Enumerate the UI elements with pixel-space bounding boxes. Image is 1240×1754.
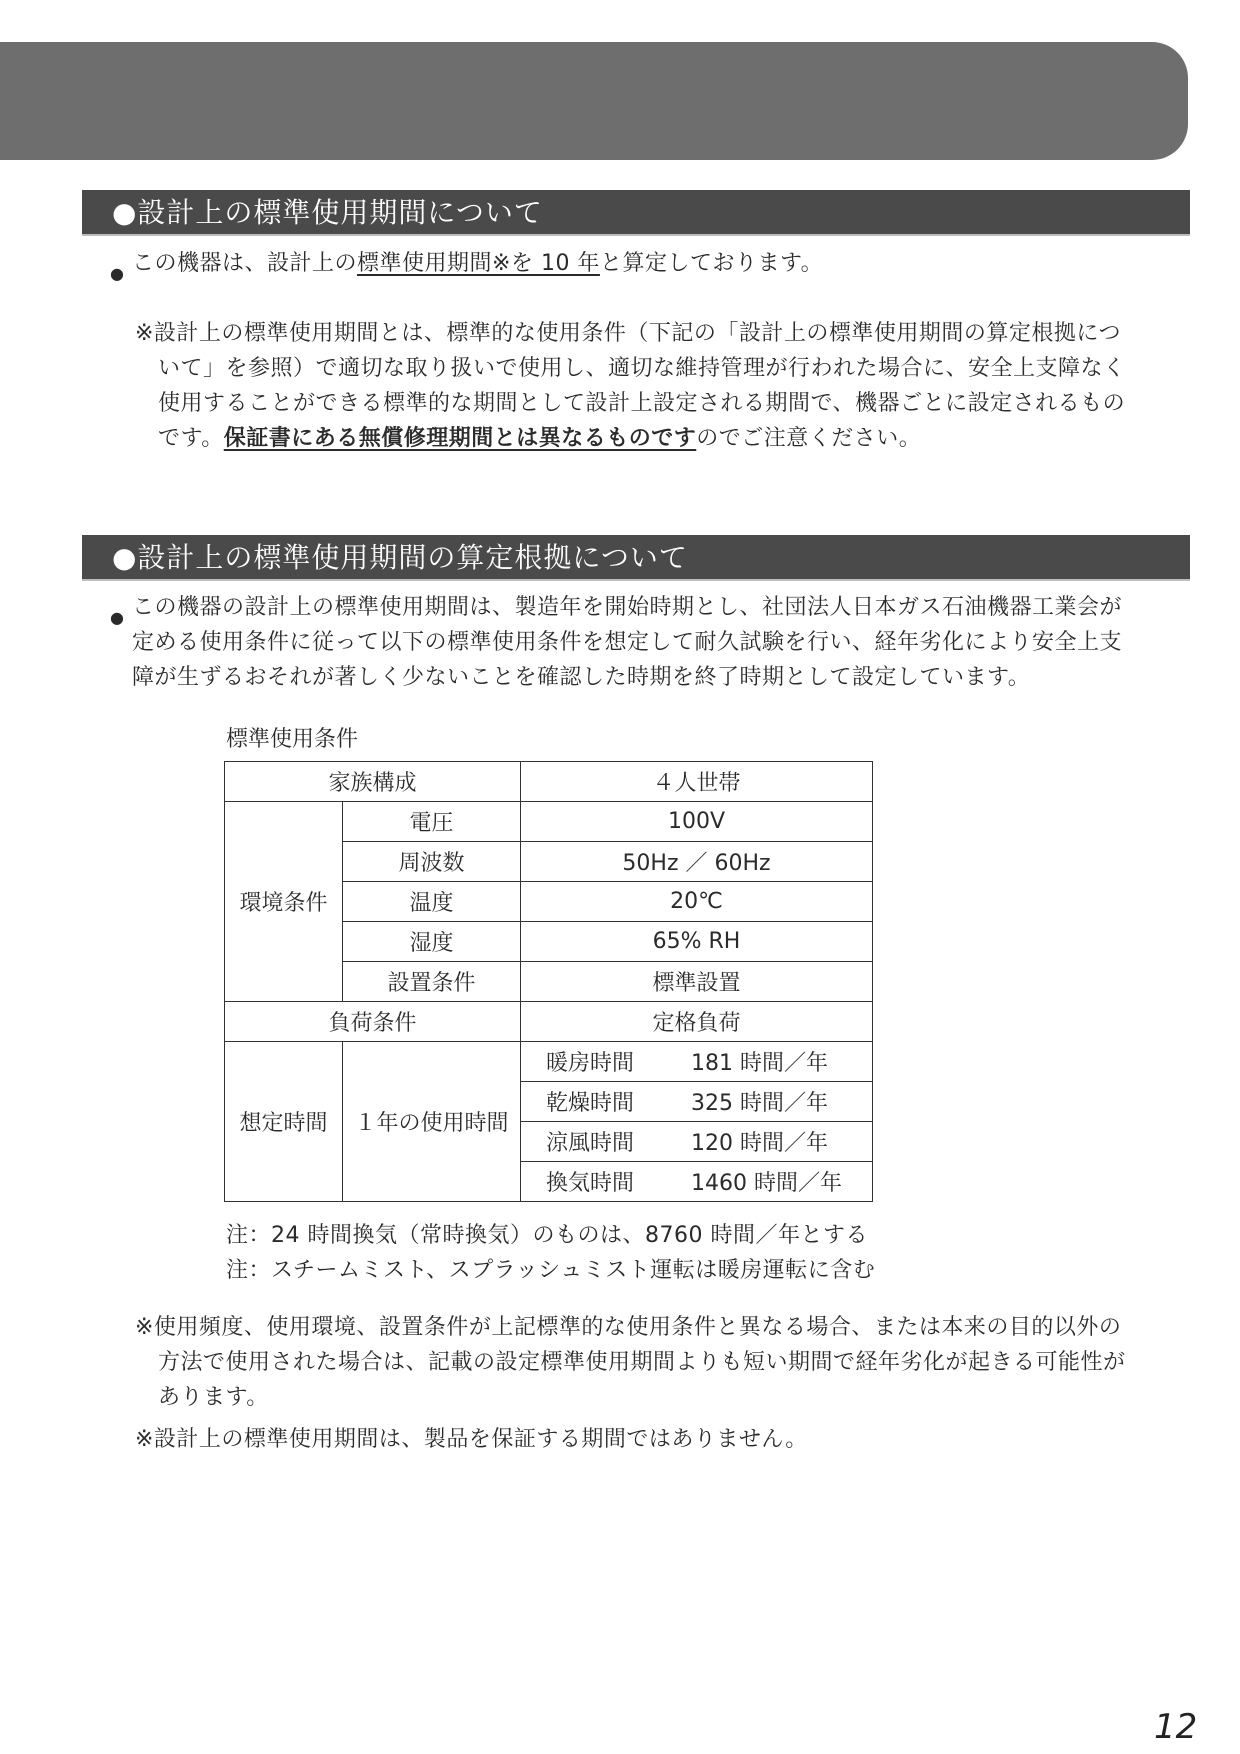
section2-bullet-line-1: この機器の設計上の標準使用期間は、製造年を開始時期とし、社団法人日本ガス石油機器工業会が (132, 595, 1123, 620)
remark2: ※設計上の標準使用期間は、製品を保証する期間ではありません。 (135, 1427, 808, 1452)
bullet-icon: ● (110, 608, 124, 627)
section1-bullet-post: と算定しております。 (599, 251, 824, 276)
env-row-value: 65% RH (521, 922, 873, 962)
warranty-warning: 保証書にある無償修理期間とは異なるものです (223, 426, 697, 451)
env-row-value: 50Hz ／ 60Hz (521, 842, 873, 882)
hours-value: 325 時間／年 (691, 1091, 828, 1116)
section1-bullet-pre: この機器は、設計上の (132, 251, 358, 276)
table-caption: 標準使用条件 (226, 727, 359, 752)
hours-label: 涼風時間 (546, 1131, 635, 1156)
env-row-value: 標準設置 (521, 962, 873, 1002)
table-row (225, 1002, 873, 1042)
family-label: 家族構成 (225, 762, 521, 802)
hours-label: 乾燥時間 (546, 1091, 635, 1116)
hours-value: 181 時間／年 (691, 1051, 828, 1076)
env-row-label: 湿度 (343, 922, 521, 962)
env-row-label: 周波数 (343, 842, 521, 882)
load-label: 負荷条件 (225, 1002, 521, 1042)
env-row-value: 20℃ (521, 882, 873, 922)
hours-cell (521, 1082, 873, 1122)
env-row-value: 100V (521, 802, 873, 842)
note-last-post: のでご注意ください。 (696, 426, 922, 451)
hours-cell (521, 1162, 873, 1202)
section2-heading: ●設計上の標準使用期間の算定根拠について (82, 535, 1190, 581)
section1-bullet-underlined: 標準使用期間※を 10 年 (357, 251, 600, 276)
table-row (225, 1042, 873, 1082)
family-value: ４人世帯 (521, 762, 873, 802)
section1-heading: ●設計上の標準使用期間について (82, 190, 1190, 236)
table-note-1: 注：24 時間換気（常時換気）のものは、8760 時間／年とする (226, 1223, 868, 1248)
section2-bullet-line-3: 障が生ずるおそれが著しく少ないことを確認した時期を終了時期として設定しています。 (132, 665, 1031, 690)
standard-conditions-table (224, 761, 873, 1202)
hours-cell (521, 1122, 873, 1162)
top-header-band (0, 42, 1188, 160)
env-label: 環境条件 (225, 802, 343, 1002)
table-row (225, 762, 873, 802)
env-row-label: 温度 (343, 882, 521, 922)
table-row (225, 802, 873, 842)
note-last-pre: です。 (158, 426, 224, 451)
table-note-2: 注：スチームミスト、スプラッシュミスト運転は暖房運転に含む (226, 1258, 876, 1283)
hours-value: 120 時間／年 (691, 1131, 828, 1156)
load-value: 定格負荷 (521, 1002, 873, 1042)
section1-note-line-1: ※設計上の標準使用期間とは、標準的な使用条件（下記の「設計上の標準使用期間の算定根拠につ (135, 321, 1121, 346)
hours-cell (521, 1042, 873, 1082)
hours-label: 換気時間 (546, 1171, 635, 1196)
hours-value: 1460 時間／年 (691, 1171, 842, 1196)
section2-bullet-line-2: 定める使用条件に従って以下の標準使用条件を想定して耐久試験を行い、経年劣化により安全上支 (132, 630, 1123, 655)
env-row-label: 電圧 (343, 802, 521, 842)
section1-note-line-3: 使用することができる標準的な期間として設計上設定される期間で、機器ごとに設定されるもの (158, 391, 1126, 416)
hours-label: 暖房時間 (546, 1051, 635, 1076)
env-row-label: 設置条件 (343, 962, 521, 1002)
remark1-line-2: 方法で使用された場合は、記載の設定標準使用期間よりも短い期間で経年劣化が起きる可能性が (158, 1350, 1126, 1375)
section1-bullet (132, 246, 823, 281)
remark1-line-1: ※使用頻度、使用環境、設置条件が上記標準的な使用条件と異なる場合、または本来の目的以外の (135, 1315, 1122, 1340)
section1-note-line-2: いて」を参照）で適切な取り扱いで使用し、適切な維持管理が行われた場合に、安全上支障なく (158, 356, 1126, 381)
section1-note-line-4 (158, 421, 921, 456)
remark1-line-3: あります。 (158, 1385, 269, 1410)
annual-label: １年の使用時間 (343, 1042, 521, 1202)
time-label: 想定時間 (225, 1042, 343, 1202)
page-number: 12 (1154, 1707, 1198, 1747)
bullet-icon: ● (110, 264, 124, 283)
